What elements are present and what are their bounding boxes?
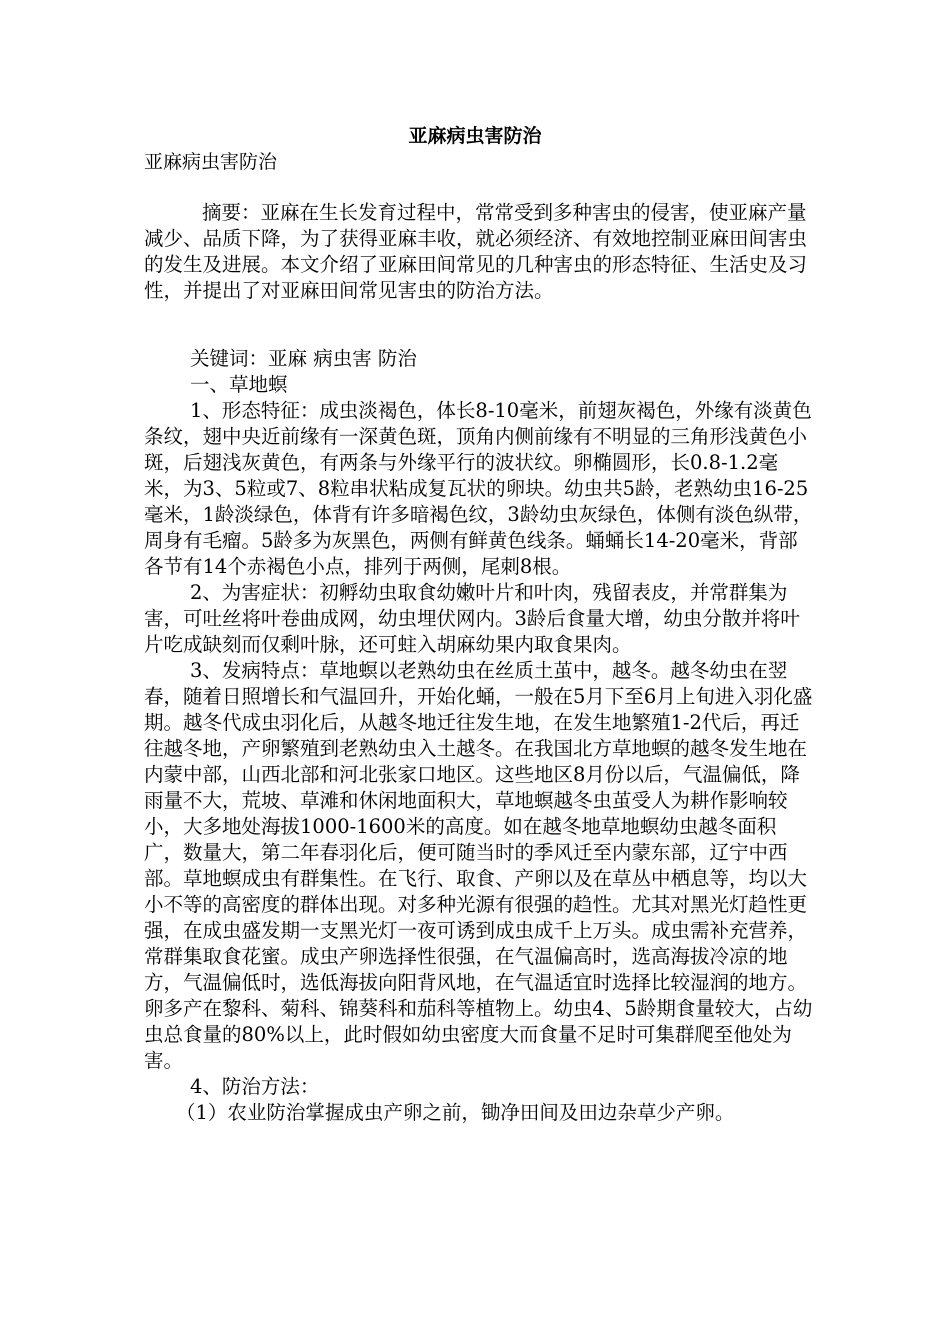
control-methods-heading: 4、防治方法： [190,1075,320,1098]
keywords-line: 关键词：亚麻 病虫害 防治 [190,347,417,370]
paragraph-morphology: 1、形态特征：成虫淡褐色，体长8-10毫米，前翅灰褐色，外缘有淡黄色条纹，翅中央近前缘有一深黄色斑，顶角内侧前缘有不明显的三角形浅黄色小斑，后翅浅灰黄色，有两条与外缘平行的波状纹。卵椭圆形，长0.8-1.2毫米，为3、5粒或7、8粒串状粘成复瓦状的卵块。幼虫共5龄，老熟幼虫16-25毫米，1龄淡绿色，体背有许多暗褐色纹，3龄幼虫灰绿色，体侧有淡色纵带，周身有毛瘤。5龄多为灰黑色，两侧有鲜黄色线条。蛹蛹长14-20毫米，背部各节有14个赤褐色小点，排列于两侧，尾刺8根。 [144,399,813,578]
paragraph-damage-symptoms: 2、为害症状：初孵幼虫取食幼嫩叶片和叶肉，残留表皮，并常群集为害，可吐丝将叶卷曲成网，幼虫埋伏网内。3龄后食量大增，幼虫分散并将叶片吃成缺刻而仅剩叶脉，还可蛀入胡麻幼果内取食果肉。 [144,581,800,656]
paragraph-occurrence: 3、发病特点：草地螟以老熟幼虫在丝质土茧中，越冬。越冬幼虫在翌春，随着日照增长和气温回升，开始化蛹，一般在5月下至6月上旬进入羽化盛期。越冬代成虫羽化后，从越冬地迁往发生地，在发生地繁殖1-2代后，再迁往越冬地，产卵繁殖到老熟幼虫入土越冬。在我国北方草地螟的越冬发生地在内蒙中部，山西北部和河北张家口地区。这些地区8月份以后，气温偏低，降雨量不大，荒坡、草滩和休闲地面积大，草地螟越冬虫茧受人为耕作影响较小，大多地处海拔1000-1600米的高度。如在越冬地草地螟幼虫越冬面积广，数量大，第二年春羽化后，便可随当时的季风迁至内蒙东部，辽宁中西部。草地螟成虫有群集性。在飞行、取食、产卵以及在草丛中栖息等，均以大小不等的高密度的群体出现。对多种光源有很强的趋性。尤其对黑光灯趋性更强，在成虫盛发期一支黑光灯一夜可诱到成虫成千上万头。成虫需补充营养，常群集取食花蜜。成虫产卵选择性很强，在气温偏高时，选高海拔冷凉的地方，气温偏低时，选低海拔向阳背风地，在气温适宜时选择比较湿润的地方。卵多产在黎科、菊科、锦葵科和茄科等植物上。幼虫4、5龄期食量较大，占幼虫总食量的80%以上，此时假如幼虫密度大而食量不足时可集群爬至他处为害。 [144,659,813,1072]
main-content [144,346,814,1126]
paragraph-agricultural-control: （1）农业防治掌握成虫产卵之前，锄净田间及田边杂草少产卵。 [176,1101,735,1124]
document-subtitle: 亚麻病虫害防治 [144,151,278,173]
document-title: 亚麻病虫害防治 [408,125,542,147]
section-heading: 一、草地螟 [190,373,288,396]
abstract-paragraph: 摘要：亚麻在生长发育过程中，常常受到多种害虫的侵害，使亚麻产量减少、品质下降，为了获得亚麻丰收，就必须经济、有效地控制亚麻田间害虫的发生及进展。本文介绍了亚麻田间常见的几种害虫的形态特征、生活史及习性，并提出了对亚麻田间常见害虫的防治方法。 [144,201,808,302]
